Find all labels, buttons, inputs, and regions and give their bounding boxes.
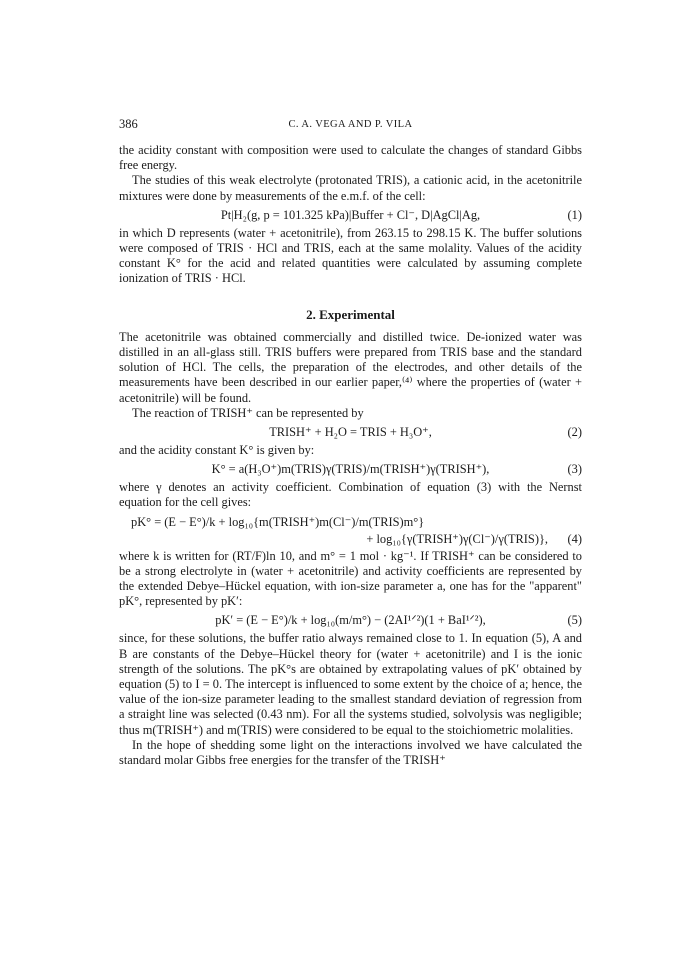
equation-4-line-2: + log₁₀{γ(TRISH⁺)γ(Cl⁻)/γ(TRIS)}, — [366, 531, 548, 546]
experimental-paragraph-7: In the hope of shedding some light on the interactions involved we have calculated the standard molar Gibbs free energies for the transfer of the TRISH⁺ — [119, 737, 582, 768]
equation-2 — [119, 421, 582, 443]
intro-paragraph-2: The studies of this weak electrolyte (protonated TRIS), a cationic acid, in the acetonitrile mixtures were done by measurements of the e.m.f. of the cell: — [119, 173, 582, 203]
equation-1-number: (1) — [567, 207, 582, 222]
experimental-paragraph-4: where γ denotes an activity coefficient. Combination of equation (3) with the Nernst equation for the cell gives: — [119, 480, 582, 510]
experimental-paragraph-5: where k is written for (RT/F)ln 10, and m° = 1 mol · kg⁻¹. If TRISH⁺ can be considered to be a strong electrolyte in (water + acetonitrile) and activity coefficients are represented by the extended Debye–Hückel equation, with ion-size parameter a, one has for the "apparent" pK°, represented by pK′: — [119, 548, 582, 609]
experimental-paragraph-6: since, for these solutions, the buffer ratio always remained close to 1. In equation (5), A and B are constants of the Debye–Hückel theory for (water + acetonitrile) and I is the ionic strength of the solutions. The pK°s are obtained by extrapolating values of pK′ obtained by equation (5) to I = 0. The intercept is influenced to some extent by the choice of a; hence, the value of the ion-size parameter leading to the smallest standard deviation of regression from a straight line was selected (0.43 nm). For all the systems studied, solvolysis was negligible; thus m(TRISH⁺) and m(TRIS) were considered to be equal to the stoichiometric molalities. — [119, 631, 582, 737]
equation-2-number: (2) — [567, 425, 582, 440]
section-heading: 2. Experimental — [306, 306, 395, 322]
equation-1 — [119, 204, 582, 226]
equation-4 — [119, 511, 582, 549]
equation-3 — [119, 458, 582, 480]
running-head: C. A. VEGA AND P. VILA — [288, 119, 413, 130]
equation-3-number: (3) — [567, 462, 582, 477]
equation-5-number: (5) — [567, 613, 582, 628]
intro-paragraph-1: the acidity constant with composition were used to calculate the changes of standard Gibbs free energy. — [119, 143, 582, 173]
page-number: 386 — [119, 117, 138, 131]
body-text — [119, 143, 582, 768]
experimental-paragraph-2: The reaction of TRISH⁺ can be represented by — [132, 405, 364, 420]
equation-3-body: K° = a(H₃O⁺)m(TRIS)γ(TRIS)/m(TRISH⁺)γ(TRISH⁺), — [211, 462, 490, 477]
intro-paragraph-3: in which D represents (water + acetonitrile), from 263.15 to 298.15 K. The buffer solutions were composed of TRIS · HCl and TRIS, each at the same molality. Values of the acidity constant K° for the acid and related quantities were calculated by assuming complete ionization of TRIS · HCl. — [119, 225, 582, 286]
page-header — [119, 117, 582, 133]
equation-5-body: pK′ = (E − E°)/k + log₁₀(m/m°) − (2AI¹ᐟ²)(1 + BaI¹ᐟ²), — [215, 613, 486, 628]
experimental-paragraph-1: The acetonitrile was obtained commercially and distilled twice. De-ionized water was distilled in an all-glass still. TRIS buffers were prepared from TRIS base and the standard solution of HCl. The cells, the preparation of the electrodes, and other details of the measurements have been described in our earlier paper,⁽⁴⁾ where the properties of (water + acetonitrile) will be found. — [119, 329, 582, 405]
equation-4-number: (4) — [567, 531, 582, 546]
equation-1-body: Pt|H₂(g, p = 101.325 kPa)|Buffer + Cl⁻, D|AgCl|Ag, — [220, 207, 481, 222]
equation-5 — [119, 609, 582, 631]
equation-2-body: TRISH⁺ + H₂O = TRIS + H₃O⁺, — [269, 425, 432, 440]
equation-4-line-1: pK° = (E − E°)/k + log₁₀{m(TRISH⁺)m(Cl⁻)/m(TRIS)m°} — [131, 514, 425, 529]
experimental-paragraph-3: and the acidity constant K° is given by: — [119, 443, 315, 458]
